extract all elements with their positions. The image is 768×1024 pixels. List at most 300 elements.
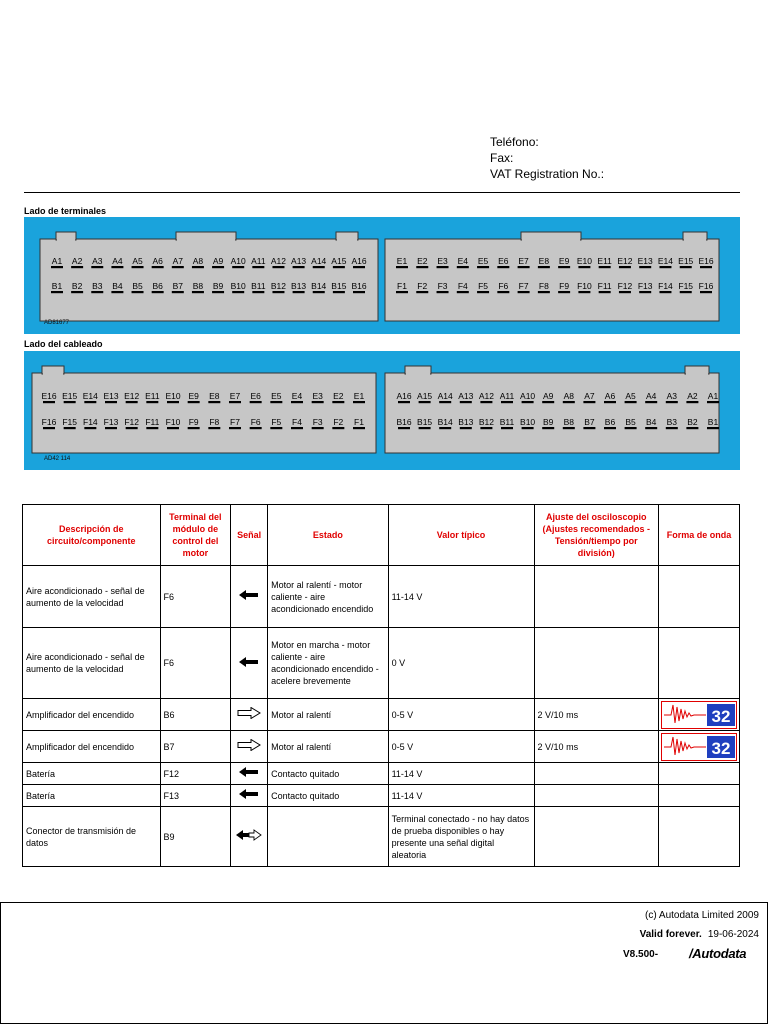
wiring-pin-a2: A2 — [687, 391, 698, 401]
wiring-pin-bar — [563, 401, 575, 403]
wiring-pin-bar — [645, 427, 657, 429]
wiring-left-connector — [32, 366, 376, 453]
terminal-pin-e13: E13 — [637, 256, 653, 266]
terminal-pin-bar — [252, 291, 264, 293]
terminal-pin-e4: E4 — [457, 256, 469, 266]
wiring-pin-bar — [105, 401, 117, 403]
wiring-pin-bar — [604, 427, 616, 429]
terminal-left-connector-tab-join — [337, 239, 357, 241]
terminal-pin-f14: F14 — [658, 281, 673, 291]
terminal-pin-bar — [333, 266, 345, 268]
terminal-pin-e2: E2 — [417, 256, 428, 266]
terminal-pin-e15: E15 — [678, 256, 694, 266]
state-cell: Motor al ralentí — [268, 699, 388, 731]
table-row — [23, 566, 740, 628]
wiring-pin-bar — [146, 427, 158, 429]
terminal-cell: F12 — [160, 763, 231, 785]
wiring-pin-bar — [707, 401, 719, 403]
wiring-pin-b5: B5 — [625, 417, 636, 427]
terminal-cell: F6 — [160, 628, 231, 699]
wiring-pin-bar — [312, 427, 324, 429]
signal-cell — [231, 566, 268, 628]
terminal-pin-bar — [639, 291, 651, 293]
terminal-pin-f4: F4 — [457, 281, 468, 291]
wiring-pin-bar — [419, 401, 431, 403]
wiring-pin-bar — [146, 401, 158, 403]
wiring-pin-f4: F4 — [292, 417, 302, 427]
wiring-side-label: Lado del cableado — [24, 339, 103, 349]
terminal-pin-a2: A2 — [71, 256, 83, 266]
terminal-pin-bar — [71, 266, 83, 268]
terminal-pin-bar — [497, 291, 509, 293]
terminal-pin-f7: F7 — [518, 281, 529, 291]
col-header-state: Estado — [268, 505, 388, 566]
terminal-pin-bar — [578, 266, 590, 268]
terminal-cell: B7 — [160, 731, 231, 763]
terminal-pin-a3: A3 — [92, 256, 103, 266]
output-arrow-icon — [237, 707, 261, 719]
terminal-pin-bar — [497, 266, 509, 268]
wiring-pin-e9: E9 — [188, 391, 199, 401]
wiring-pin-bar — [501, 401, 513, 403]
terminal-pin-bar — [700, 266, 712, 268]
terminal-left-connector — [40, 232, 378, 321]
terminal-pin-bar — [51, 291, 63, 293]
table-row — [23, 785, 740, 807]
wiring-pin-bar — [645, 401, 657, 403]
terminal-pin-e1: E1 — [396, 256, 408, 266]
terminal-pin-b15: B15 — [331, 281, 347, 291]
terminal-pin-e3: E3 — [437, 256, 448, 266]
terminal-pin-f8: F8 — [538, 281, 549, 291]
terminal-pin-b13: B13 — [291, 281, 307, 291]
wiring-pin-b6: B6 — [604, 417, 616, 427]
signal-cell — [231, 628, 268, 699]
terminal-pin-f11: F11 — [597, 281, 612, 291]
terminal-pin-a8: A8 — [192, 256, 204, 266]
desc-cell: Batería — [23, 785, 161, 807]
terminal-cell: B6 — [160, 699, 231, 731]
terminal-pin-bar — [252, 266, 264, 268]
wiring-pin-bar — [480, 427, 492, 429]
terminal-pin-b9: B9 — [212, 281, 224, 291]
terminal-pin-bar — [680, 291, 692, 293]
footer-valid-label: Valid forever. — [639, 929, 702, 940]
wiring-pin-bar — [439, 427, 451, 429]
col-header-value: Valor típico — [388, 505, 534, 566]
wiring-pin-f13: F13 — [103, 417, 119, 427]
wiring-pin-a9: A9 — [542, 391, 554, 401]
wiring-pin-b9: B9 — [542, 417, 554, 427]
desc-cell: Amplificador del encendido — [23, 699, 161, 731]
fax-label: Fax: — [490, 151, 514, 165]
state-cell: Contacto quitado — [268, 785, 388, 807]
wiring-pin-bar — [666, 401, 678, 403]
terminal-pin-f15: F15 — [678, 281, 694, 291]
header-divider — [24, 192, 740, 193]
state-cell: Motor al ralentí — [268, 731, 388, 763]
wiring-pin-a3: A3 — [666, 391, 678, 401]
terminal-pin-bar — [538, 291, 550, 293]
wiring-right-connector-tab-join — [686, 373, 708, 375]
terminal-pin-b2: B2 — [71, 281, 83, 291]
table-row — [23, 699, 740, 731]
wiring-pin-a14: A14 — [437, 391, 453, 401]
wiring-pin-e13: E13 — [103, 391, 119, 401]
terminal-pin-a12: A12 — [270, 256, 287, 266]
wiring-pin-bar — [501, 427, 513, 429]
terminal-pin-bar — [659, 266, 671, 268]
wiring-pin-bar — [686, 427, 698, 429]
wiring-pin-f2: F2 — [333, 417, 344, 427]
terminal-pin-e5: E5 — [477, 256, 489, 266]
terminal-pin-a10: A10 — [230, 256, 246, 266]
terminal-pin-f16: F16 — [698, 281, 714, 291]
wiring-pin-f5: F5 — [271, 417, 282, 427]
wiring-pin-f15: F15 — [62, 417, 77, 427]
wiring-pin-bar — [167, 427, 179, 429]
wiring-right-connector-body — [385, 373, 719, 453]
terminal-pin-b14: B14 — [311, 281, 327, 291]
wiring-pin-bar — [250, 401, 262, 403]
state-cell: Contacto quitado — [268, 763, 388, 785]
wiring-pin-a5: A5 — [625, 391, 636, 401]
terminal-side-panel-id: AD81677 — [44, 320, 70, 326]
wiring-pin-bar — [229, 427, 241, 429]
wiring-pin-bar — [43, 401, 55, 403]
terminal-pin-a4: A4 — [112, 256, 123, 266]
terminal-pin-e7: E7 — [518, 256, 529, 266]
wiring-pin-e7: E7 — [229, 391, 241, 401]
terminal-pin-a15: A15 — [331, 256, 347, 266]
col-header-signal: Señal — [231, 505, 268, 566]
terminal-pin-f2: F2 — [417, 281, 428, 291]
wiring-pin-bar — [439, 401, 451, 403]
wiring-pin-bar — [625, 427, 637, 429]
wiring-pin-bar — [332, 401, 344, 403]
value-cell: Terminal conectado - no hay datos de prueba disponibles o hay presente una señal digital aleatoria — [388, 807, 534, 867]
wiring-pin-bar — [419, 427, 431, 429]
wiring-side-panel — [24, 351, 740, 470]
terminal-right-connector — [385, 232, 719, 321]
wiring-pin-bar — [312, 401, 324, 403]
terminal-pin-e8: E8 — [538, 256, 550, 266]
wiring-pin-b15: B15 — [417, 417, 433, 427]
terminal-right-connector-tab-join — [522, 239, 580, 241]
wiring-pin-f6: F6 — [250, 417, 261, 427]
wiring-pin-b2: B2 — [687, 417, 698, 427]
desc-cell: Aire acondicionado - señal de aumento de la velocidad — [23, 566, 161, 628]
wiring-pin-b12: B12 — [478, 417, 494, 427]
col-header-scope: Ajuste del osciloscopio (Ajustes recomendados - Tensión/tiempo por división) — [534, 505, 658, 566]
terminal-pin-e10: E10 — [576, 256, 592, 266]
terminal-pin-e11: E11 — [597, 256, 612, 266]
wiring-pin-f8: F8 — [209, 417, 220, 427]
terminal-pin-b8: B8 — [192, 281, 204, 291]
page-footer — [0, 902, 768, 1024]
wiring-pin-bar — [460, 427, 472, 429]
terminal-pin-e12: E12 — [617, 256, 633, 266]
terminal-pin-bar — [558, 291, 570, 293]
terminal-pin-bar — [91, 291, 103, 293]
terminal-pin-bar — [353, 291, 365, 293]
scope-cell — [534, 628, 658, 699]
wiring-pin-b8: B8 — [563, 417, 575, 427]
wiring-pin-e10: E10 — [165, 391, 181, 401]
desc-cell: Batería — [23, 763, 161, 785]
wiring-pin-bar — [291, 401, 303, 403]
wiring-pin-bar — [353, 401, 365, 403]
waveform-cell — [658, 763, 739, 785]
wiring-pin-a12: A12 — [478, 391, 494, 401]
wiring-pin-bar — [291, 427, 303, 429]
terminal-pin-b12: B12 — [270, 281, 287, 291]
wiring-right-connector-tab-join — [406, 373, 430, 375]
waveform-cell — [658, 628, 739, 699]
wiring-pin-bar — [84, 427, 96, 429]
terminal-side-panel — [24, 217, 740, 334]
terminal-pin-b1: B1 — [51, 281, 63, 291]
terminal-pin-bar — [416, 291, 428, 293]
terminal-pin-bar — [457, 291, 469, 293]
bidirectional-arrow-icon — [236, 829, 262, 841]
terminal-pin-bar — [416, 266, 428, 268]
terminal-pin-bar — [558, 266, 570, 268]
terminal-pin-a1: A1 — [51, 256, 63, 266]
table-row — [23, 731, 740, 763]
terminal-pin-bar — [578, 291, 590, 293]
terminal-pin-bar — [293, 291, 305, 293]
wiring-pin-bar — [480, 401, 492, 403]
terminal-pin-a14: A14 — [311, 256, 327, 266]
waveform-number: 32 — [711, 706, 731, 726]
terminal-pin-bar — [599, 291, 611, 293]
wiring-pin-bar — [208, 427, 220, 429]
waveform-thumbnail — [661, 701, 737, 729]
scope-cell: 2 V/10 ms — [534, 699, 658, 731]
wiring-pin-bar — [686, 401, 698, 403]
pin-data-table — [22, 504, 740, 867]
terminal-pin-bar — [313, 266, 325, 268]
terminal-pin-bar — [132, 291, 144, 293]
terminal-pin-bar — [172, 266, 184, 268]
wiring-pin-bar — [208, 401, 220, 403]
wiring-pin-a8: A8 — [563, 391, 575, 401]
terminal-pin-b16: B16 — [351, 281, 367, 291]
terminal-pin-b10: B10 — [230, 281, 246, 291]
wiring-pin-b16: B16 — [396, 417, 412, 427]
desc-cell: Conector de transmisión de datos — [23, 807, 161, 867]
scope-cell: 2 V/10 ms — [534, 731, 658, 763]
wiring-pin-bar — [522, 427, 534, 429]
terminal-pin-bar — [192, 291, 204, 293]
wiring-pin-a16: A16 — [396, 391, 412, 401]
terminal-pin-bar — [619, 291, 631, 293]
terminal-pin-bar — [272, 266, 284, 268]
terminal-pin-f10: F10 — [577, 281, 592, 291]
signal-cell — [231, 785, 268, 807]
wiring-pin-bar — [126, 427, 138, 429]
wiring-left-connector-tab-join — [43, 373, 63, 375]
terminal-left-connector-body — [40, 239, 378, 321]
terminal-pin-bar — [91, 266, 103, 268]
terminal-pin-e9: E9 — [558, 256, 570, 266]
terminal-pin-e6: E6 — [498, 256, 509, 266]
waveform-cell — [658, 566, 739, 628]
wiring-pin-bar — [64, 427, 76, 429]
terminal-pin-f12: F12 — [617, 281, 633, 291]
wiring-pin-f11: F11 — [145, 417, 160, 427]
wiring-pin-bar — [167, 401, 179, 403]
terminal-side-label: Lado de terminales — [24, 206, 107, 216]
terminal-pin-bar — [111, 291, 123, 293]
wiring-pin-b4: B4 — [645, 417, 657, 427]
desc-cell: Aire acondicionado - señal de aumento de la velocidad — [23, 628, 161, 699]
wiring-pin-e8: E8 — [209, 391, 220, 401]
terminal-pin-b6: B6 — [152, 281, 163, 291]
wiring-pin-bar — [542, 401, 554, 403]
signal-cell — [231, 807, 268, 867]
terminal-pin-bar — [639, 266, 651, 268]
wiring-pin-bar — [105, 427, 117, 429]
terminal-pin-bar — [518, 291, 530, 293]
vat-label: VAT Registration No.: — [490, 167, 605, 181]
wiring-pin-e4: E4 — [291, 391, 303, 401]
wiring-pin-bar — [188, 427, 200, 429]
wiring-pin-bar — [64, 401, 76, 403]
wiring-pin-e11: E11 — [145, 391, 160, 401]
input-arrow-icon — [239, 789, 259, 799]
col-header-terminal: Terminal del módulo de control del motor — [160, 505, 231, 566]
wiring-pin-e6: E6 — [250, 391, 261, 401]
terminal-pin-bar — [659, 291, 671, 293]
state-cell: Motor al ralentí - motor caliente - aire acondicionado encendido — [268, 566, 388, 628]
wiring-pin-e12: E12 — [124, 391, 140, 401]
terminal-left-connector-tab-join — [177, 239, 235, 241]
wiring-pin-bar — [398, 401, 410, 403]
wiring-pin-bar — [398, 427, 410, 429]
terminal-pin-bar — [172, 291, 184, 293]
wiring-pin-f14: F14 — [83, 417, 98, 427]
wiring-pin-b7: B7 — [584, 417, 595, 427]
wiring-pin-bar — [583, 401, 595, 403]
table-row — [23, 628, 740, 699]
terminal-side-diagram — [24, 217, 740, 334]
wiring-pin-bar — [522, 401, 534, 403]
terminal-left-connector-tab-join — [57, 239, 75, 241]
wiring-pin-bar — [460, 401, 472, 403]
scope-cell — [534, 807, 658, 867]
wiring-pin-b1: B1 — [707, 417, 719, 427]
input-arrow-icon — [239, 657, 259, 667]
footer-version: V8.500- — [623, 949, 659, 960]
wiring-pin-e15: E15 — [62, 391, 78, 401]
terminal-pin-f9: F9 — [559, 281, 570, 291]
wiring-pin-bar — [270, 401, 282, 403]
terminal-pin-f13: F13 — [637, 281, 653, 291]
wiring-pin-a13: A13 — [458, 391, 474, 401]
input-arrow-icon — [239, 590, 259, 600]
desc-cell: Amplificador del encendido — [23, 731, 161, 763]
terminal-pin-bar — [152, 266, 164, 268]
wiring-pin-bar — [604, 401, 616, 403]
col-header-waveform: Forma de onda — [658, 505, 739, 566]
terminal-pin-bar — [538, 266, 550, 268]
terminal-right-connector-body — [385, 239, 719, 321]
wiring-pin-bar — [542, 427, 554, 429]
terminal-pin-bar — [680, 266, 692, 268]
terminal-pin-f6: F6 — [498, 281, 509, 291]
waveform-cell — [658, 731, 739, 763]
terminal-pin-b7: B7 — [172, 281, 184, 291]
scope-cell — [534, 785, 658, 807]
terminal-pin-bar — [51, 266, 63, 268]
wiring-pin-bar — [126, 401, 138, 403]
terminal-pin-b4: B4 — [112, 281, 123, 291]
terminal-pin-bar — [477, 266, 489, 268]
wiring-pin-e2: E2 — [333, 391, 344, 401]
terminal-pin-a13: A13 — [291, 256, 307, 266]
wiring-pin-e1: E1 — [353, 391, 365, 401]
wiring-pin-bar — [250, 427, 262, 429]
terminal-right-connector-tab-join — [684, 239, 706, 241]
terminal-pin-bar — [212, 291, 224, 293]
terminal-pin-f3: F3 — [437, 281, 448, 291]
terminal-cell: B9 — [160, 807, 231, 867]
terminal-pin-bar — [396, 291, 408, 293]
terminal-pin-bar — [599, 266, 611, 268]
signal-cell — [231, 699, 268, 731]
wiring-pin-bar — [353, 427, 365, 429]
autodata-logo: /Autodata — [689, 946, 747, 961]
wiring-pin-bar — [84, 401, 96, 403]
wiring-pin-bar — [332, 427, 344, 429]
terminal-cell: F13 — [160, 785, 231, 807]
scope-cell — [534, 763, 658, 785]
wiring-pin-f1: F1 — [354, 417, 364, 427]
wiring-side-panel-id: AD42 114 — [44, 456, 71, 462]
wiring-pin-e5: E5 — [271, 391, 282, 401]
scope-cell — [534, 566, 658, 628]
table-row — [23, 763, 740, 785]
wiring-pin-b13: B13 — [458, 417, 474, 427]
terminal-pin-bar — [132, 266, 144, 268]
wiring-pin-f10: F10 — [165, 417, 181, 427]
state-cell — [268, 807, 388, 867]
signal-cell — [231, 763, 268, 785]
wiring-pin-bar — [270, 427, 282, 429]
wiring-pin-b10: B10 — [520, 417, 536, 427]
footer-date: 19-06-2024 — [707, 929, 759, 940]
wiring-left-connector-body — [32, 373, 376, 453]
terminal-pin-a16: A16 — [351, 256, 367, 266]
state-cell: Motor en marcha - motor caliente - aire acondicionado encendido - acelere brevemente — [268, 628, 388, 699]
wiring-pin-a10: A10 — [520, 391, 536, 401]
terminal-pin-bar — [212, 266, 224, 268]
terminal-pin-e14: E14 — [657, 256, 674, 266]
input-arrow-icon — [239, 767, 259, 777]
terminal-pin-bar — [437, 291, 449, 293]
terminal-cell: F6 — [160, 566, 231, 628]
wiring-pin-e14: E14 — [82, 391, 98, 401]
terminal-pin-bar — [71, 291, 83, 293]
terminal-pin-bar — [293, 266, 305, 268]
wiring-pin-bar — [707, 427, 719, 429]
wiring-pin-b14: B14 — [437, 417, 453, 427]
terminal-pin-bar — [232, 266, 244, 268]
wiring-pin-bar — [583, 427, 595, 429]
terminal-pin-a9: A9 — [212, 256, 224, 266]
